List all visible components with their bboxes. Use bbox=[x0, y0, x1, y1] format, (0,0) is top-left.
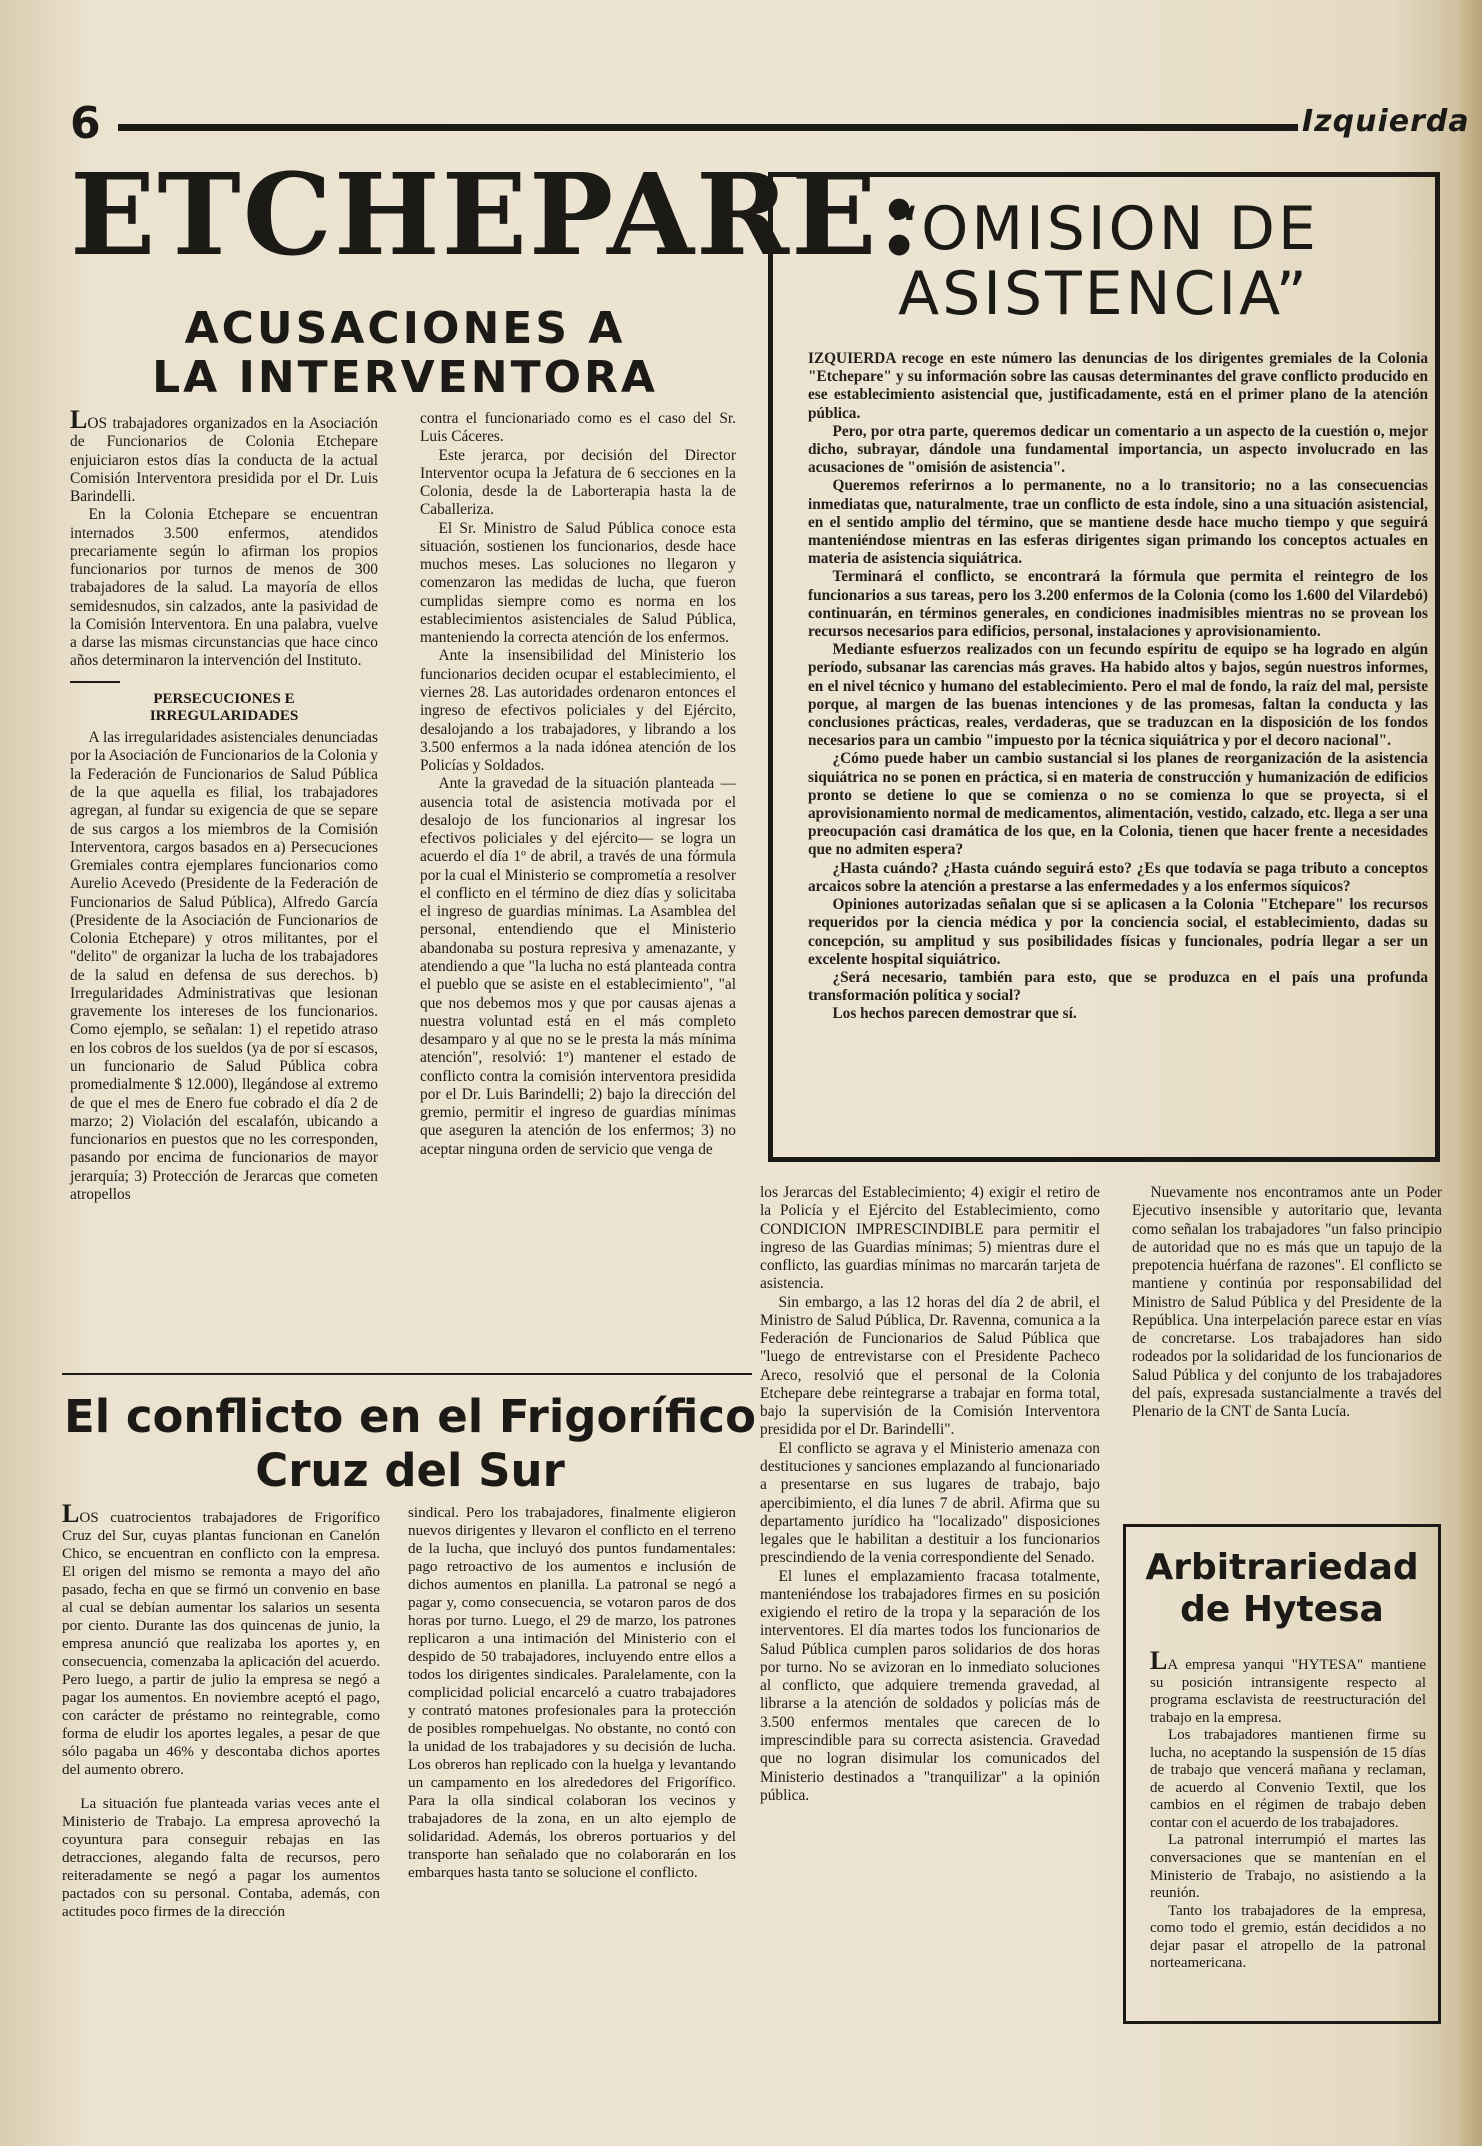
etchepare-column-3 bbox=[760, 1184, 1100, 1805]
paragraph: A las irregularidades asistenciales denunciadas por la Asociación de Funcionarios de la Colonia y la Federación de Funcionarios de Salud Pública de la que aquella es filial, los trabajadores agregan, al fundar su exigencia de que se separe de sus cargos a los miembros de la Comisión Interventora, cargos basados en a) Persecuciones Gremiales contra ejemplares funcionarios como Aurelio Acevedo (Presidente de la Federación de Funcionarios de Salud Pública), Alfredo García (Presidente de la Asociación de Funcionarios de Colonia Etchepare) y otros militantes, por el "delito" de organizar la lucha de los trabajadores de la salud en defensa de sus derechos. b) Irregularidades Administrativas que lesionan gravemente los intereses de los funcionarios. Como ejemplo, se señalan: 1) el repetido atraso en los cobros de los sueldos (ya de por sí escasos, un funcionario de Salud Pública cobra promedialmente $ 12.000), llegándose al extremo de que el mes de Enero fue cobrado el día 2 de marzo; 2) Violación del escalafón, ubicando a funcionarios en puestos que no les corresponden, pasando por encima de funcionarios de mayor jerarquía; 3) Protección de Jerarcas que cometen atropellos bbox=[70, 729, 378, 1203]
paragraph: Sin embargo, a las 12 horas del día 2 de abril, el Ministro de Salud Pública, Dr. Ravenna, comunica a la Federación de Funcionarios de Salud Pública que "luego de entrevistarse con el Presidente Pacheco Areco, resolvió que el personal de la Colonia Etchepare debe reintegrarse a trabajar en forma total, bajo la supervisión de la Comisión Interventora presidida por el Dr. Barindelli". bbox=[760, 1293, 1100, 1439]
paragraph: IZQUIERDA recoge en este número las denuncias de los dirigentes gremiales de la Colonia "Etchepare" y su información sobre las causas determinantes del grave conflicto producido en ese establecimiento asistencial que, justificadamente, está en el primer plano de la atención pública. bbox=[808, 350, 1428, 422]
etchepare-headline: ETCHEPARE: bbox=[70, 150, 922, 281]
paragraph: ¿Cómo puede haber un cambio sustancial si los planes de reorganización de la asistencia siquiátrica no se ponen en práctica, si en materia de construcción y humanización de edificios pronto se detiene lo que se comienza o no se comienza lo que se proyecta, si el aprovisionamiento normal de medicamentos, alimentación, vestido, calzado, etc. llega a ser una preocupación casi dramática de los que, en la Colonia, tienen que hacer frente a necesidades que no admiten espera? bbox=[808, 750, 1428, 859]
paragraph: Ante la insensibilidad del Ministerio los funcionarios deciden ocupar el establecimiento, el viernes 28. Las autoridades ordenaron entonces el ingreso de efectivos policiales y del Ejército, desalojando a los trabajadores, y librando a los 3.500 enfermos a la nada idónea atención de los Policías y Soldados. bbox=[420, 647, 736, 775]
paragraph: Ante la gravedad de la situación planteada —ausencia total de asistencia motivada por el desalojo de los funcionarios al ingresar los efectivos policiales y del ejército— se logra un acuerdo el día 1º de abril, a través de una fórmula por la cual el Ministerio se comprometía a resolver el conflicto en el término de diez días y solicitaba el ingreso de guardias mínimas. La Asamblea del personal, entendiendo que el Ministerio abandonaba su postura represiva y amenazante, y atendiendo a que "la lucha no está planteada contra el pueblo que se asiste en el establecimiento", "al que nos debemos mos y que por causas ajenas a nuestra voluntad está en el más completo desamparo y al que no se le presta la más mínima atención", resolvió: 1º) mantener el estado de conflicto contra la comisión interventora presidida por el Dr. Luis Barindelli; 2) bajo la dirección del gremio, permitir el ingreso de guardias mínimas que aseguren la atención de los enfermos; 3) no aceptar ninguna orden de servicio que venga de bbox=[420, 775, 736, 1158]
editorial-body bbox=[808, 350, 1428, 1024]
paragraph: Mediante esfuerzos realizados con un fecundo espíritu de equipo se ha logrado en algún período, subsanar las carencias más graves. Ha habido altos y bajos, según nuestros informes, en el nivel técnico y humano del establecimiento. Pero el mal de fondo, la raíz del mal, persiste porque, al margen de las buenas intenciones y de las promesas, faltan la conducta y las conclusiones prácticas, reales, verdaderas, que se traduzcan en la disposición de los fondos necesarios para un cambio "impuesto por la técnica siquiátrica y por el decoro nacional". bbox=[808, 641, 1428, 750]
etchepare-column-1 bbox=[70, 405, 378, 1204]
paragraph: LOS cuatrocientos trabajadores de Frigorífico Cruz del Sur, cuyas plantas funcionan en Canelón Chico, se encuentran en conflicto con la empresa. El origen del mismo se remonta a mayo del año pasado, fecha en que se firmó un convenio en base al cual se debían aumentar los salarios un sesenta por ciento. Durante las dos quincenas de junio, la empresa anunció que realizaba los aportes y, en consecuencia, comenzaba la aplicación del acuerdo. Pero luego, a partir de julio la empresa se negó a pagar los aumentos. En noviembre aceptó el pago, con carácter de préstamo no reintegrable, como forma de eludir los aportes legales, a pesar de que sólo pagaba un 46% y descontaba dichos aportes del aumento obrero. bbox=[62, 1499, 380, 1779]
paragraph: El lunes el emplazamiento fracasa totalmente, manteniéndose los trabajadores firmes en su posición exigiendo el retiro de la tropa y la separación de los interventores. El día martes todos los funcionarios de Salud Pública cumplen paros solidarios de dos horas por turno. No se avizoran en lo inmediato soluciones al conflicto, que adquiere tremenda gravedad, al librarse a la atención de soldados y policías más de 3.500 enfermos mentales que carecen de lo imprescindible para su correcta asistencia. Gravedad que no logran disimular los comunicados del Ministerio destinados a "tranquilizar" a la opinión pública. bbox=[760, 1567, 1100, 1804]
paragraph: Opiniones autorizadas señalan que si se aplicasen a la Colonia "Etchepare" los recursos requeridos por la ciencia médica y por la conciencia social, el establecimiento, dadas su concepción, su amplitud y sus posibilidades físicas y funcionales, podría llegar a ser un excelente hospital siquiátrico. bbox=[808, 896, 1428, 968]
drop-cap: L bbox=[1150, 1646, 1168, 1675]
paragraph: Los hechos parecen demostrar que sí. bbox=[832, 1005, 1077, 1023]
paragraph: El Sr. Ministro de Salud Pública conoce esta situación, sostienen los funcionarios, desde hace muchos meses. Las soluciones no llegaron y comenzaron las medidas de lucha, que fueron cumplidas siempre como es norma en los establecimientos asistenciales de Salud Pública, manteniendo la correcta atención de los enfermos. bbox=[420, 519, 736, 647]
paragraph: ¿Hasta cuándo? ¿Hasta cuándo seguirá esto? ¿Es que todavía se paga tributo a conceptos arcaicos sobre la atención a prestarse a las enfermedades y a los enfermos síquicos? bbox=[808, 859, 1428, 895]
drop-cap: L bbox=[62, 1499, 80, 1528]
hytesa-body bbox=[1150, 1646, 1426, 1973]
paragraph: LA empresa yanqui "HYTESA" mantiene su posición intransigente respecto al programa esclavista de reestructuración del trabajo en la empresa. bbox=[1150, 1646, 1426, 1726]
masthead-brand: Izquierda bbox=[1302, 104, 1470, 139]
paragraph: Nuevamente nos encontramos ante un Poder Ejecutivo insensible y autoritario que, levanta como señalan los trabajadores "un falso principio de autoridad que no es más que un tapujo de la prepotencia huérfana de razones". El conflicto se mantiene y continúa por responsabilidad del Ministro de Salud Pública y del Presidente de la República. Una interpelación parece estar en vías de concretarse. Los trabajadores han sido rodeados por la solidaridad de los funcionarios de Salud Pública y del conjunto de los trabajadores del país, expresada sustancialmente a través del Plenario de la CNT de Santa Lucía. bbox=[1132, 1184, 1442, 1421]
frigorifico-column-1 bbox=[62, 1499, 380, 1921]
paragraph: La patronal interrumpió el martes las conversaciones que se mantenían en el Ministerio de Trabajo, no asistiendo a la reunión. bbox=[1150, 1832, 1426, 1902]
section-heading: PERSECUCIONES E IRREGULARIDADES bbox=[149, 690, 299, 724]
paragraph: Pero, por otra parte, queremos dedicar un comentario a un aspecto de la cuestión o, mejor dicho, subrayar, dándole una fundamental importancia, un aspecto involucrado en las acusaciones de "omisión de asistencia". bbox=[808, 422, 1428, 477]
etchepare-column-4 bbox=[1132, 1184, 1442, 1421]
paragraph: LOS trabajadores organizados en la Asociación de Funcionarios de Colonia Etchepare enjuiciaron estos días la conducta de la actual Comisión Interventora presidida por el Dr. Luis Barindelli. bbox=[70, 405, 378, 506]
paragraph: contra el funcionariado como es el caso del Sr. Luis Cáceres. bbox=[420, 410, 736, 446]
hytesa-box bbox=[1123, 1524, 1441, 2024]
paragraph: En la Colonia Etchepare se encuentran internados 3.500 enfermos, atendidos precariamente según lo afirman los propios funcionarios por turnos de menos de 300 trabajadores de la salud. La mayoría de ellos semidesnudos, sin calzados, ante la pasividad de la Comisión Interventora. En una palabra, vuelve a darse las mismas circunstancias que hace cinco años determinaron la intervención del Instituto. bbox=[70, 506, 378, 670]
paragraph: ¿Será necesario, también para esto, que se produzca en el país una profunda transformación política y social? bbox=[808, 968, 1428, 1005]
etchepare-subheadline: ACUSACIONES A LA INTERVENTORA bbox=[152, 303, 658, 404]
frigorifico-column-2 bbox=[408, 1504, 736, 1882]
paragraph: Tanto los trabajadores de la empresa, como todo el gremio, están decididos a no dejar pasar el atropello de la patronal norteamericana. bbox=[1150, 1902, 1426, 1972]
section-divider bbox=[70, 681, 120, 683]
paragraph: La situación fue planteada varias veces ante el Ministerio de Trabajo. La empresa aprovechó la coyuntura para conseguir rebajas en las detracciones, alegando falta de recursos, pero reiteradamente se negó a pagar los aumentos pactados con su personal. Contaba, además, con actitudes poco firmes de la dirección bbox=[62, 1795, 380, 1921]
etchepare-column-2 bbox=[420, 410, 736, 1159]
paragraph: Queremos referirnos a lo permanente, no a lo transitorio; no a las consecuencias inmediatas que, naturalmente, trae un conflicto de esta índole, sino a una situación asistencial, en el sentido amplio del término, que se mantiene desde hace mucho tiempo y que seguirá manteniéndose mientras en las esferas dirigentes sigan primando los conceptos actuales en materia de asistencia siquiátrica. bbox=[808, 477, 1428, 568]
paragraph: Este jerarca, por decisión del Director Interventor ocupa la Jefatura de 6 secciones en la Colonia, desde la de Laborterapia hasta la de Caballeriza. bbox=[420, 446, 736, 519]
paragraph: El conflicto se agrava y el Ministerio amenaza con destituciones y sanciones emplazando al funcionariado a presentarse en sus lugares de trabajo, bajo apercibimiento, el día lunes 7 de abril. Afirma que su departamento jurídico ha "localizado" disposiciones legales que le habilitan a destituir a los funcionarios prescindiendo de la venia correspondiente del Senado. bbox=[760, 1439, 1100, 1567]
paragraph: Los trabajadores mantienen firme su lucha, no aceptando la suspensión de 15 días de trabajo que vencerá mañana y reclaman, de acuerdo al Convenio Textil, que los cambios en el régimen de trabajo deben contar con el acuerdo de los trabajadores. bbox=[1150, 1727, 1426, 1831]
paragraph: los Jerarcas del Establecimiento; 4) exigir el retiro de la Policía y el Ejército del Establecimiento, como CONDICION IMPRESCINDIBLE para permitir el ingreso de las Guardias mínimas; 5) mientras dure el conflicto, las guardias mínimas no marcarán tarjeta de asistencia. bbox=[760, 1184, 1100, 1293]
paragraph: Terminará el conflicto, se encontrará la fórmula que permita el reintegro de los funcionarios a sus tareas, pero los 3.200 enfermos de la Colonia (como los 1.600 del Vilardebó) continuarán, en términos generales, en condiciones inadmisibles mientras no se provean los recursos necesarios para edificios, personal, instalaciones y aprovisionamiento. bbox=[808, 568, 1428, 641]
drop-cap: L bbox=[70, 405, 88, 434]
editorial-title: “OMISION DE ASISTENCIA” bbox=[889, 194, 1319, 329]
hytesa-headline: Arbitrariedad de Hytesa bbox=[1145, 1547, 1419, 1631]
frigorifico-headline: El conflicto en el Frigorífico Cruz del Sur bbox=[63, 1390, 756, 1497]
page-spine-shadow bbox=[1460, 0, 1482, 2146]
page-number: 6 bbox=[70, 98, 101, 149]
section-rule bbox=[62, 1373, 752, 1375]
header-rule bbox=[118, 124, 1298, 131]
paragraph: sindical. Pero los trabajadores, finalmente eligieron nuevos dirigentes y llevaron el conflicto en el terreno de la lucha, que incluyó dos puntos fundamentales: pago retroactivo de los aumentos e inclusión de dichos aumentos en planilla. La patronal se negó a pagar y, como consecuencia, se votaron paros de dos horas por turno. Luego, el 29 de marzo, los patrones replicaron a una intimación del Ministerio con el despido de 50 trabajadores, incluyendo entre ellos a todos los dirigentes sindicales. Paralelamente, con la complicidad policial encarceló a cuatro trabajadores y contrató matones profesionales para la protección de posibles rompehuelgas. No obstante, no contó con la unidad de los trabajadores y su decisión de lucha. Los obreros han replicado con la huelga y levantando un campamento en los alrededores del Frigorífico. Para la olla sindical colaboran los vecinos y trabajadores de la zona, en un alto ejemplo de solidaridad. Además, los obreros portuarios y del transporte han señalado que no colaborarán en los embarques hasta tanto se solucione el conflicto. bbox=[408, 1504, 736, 1882]
